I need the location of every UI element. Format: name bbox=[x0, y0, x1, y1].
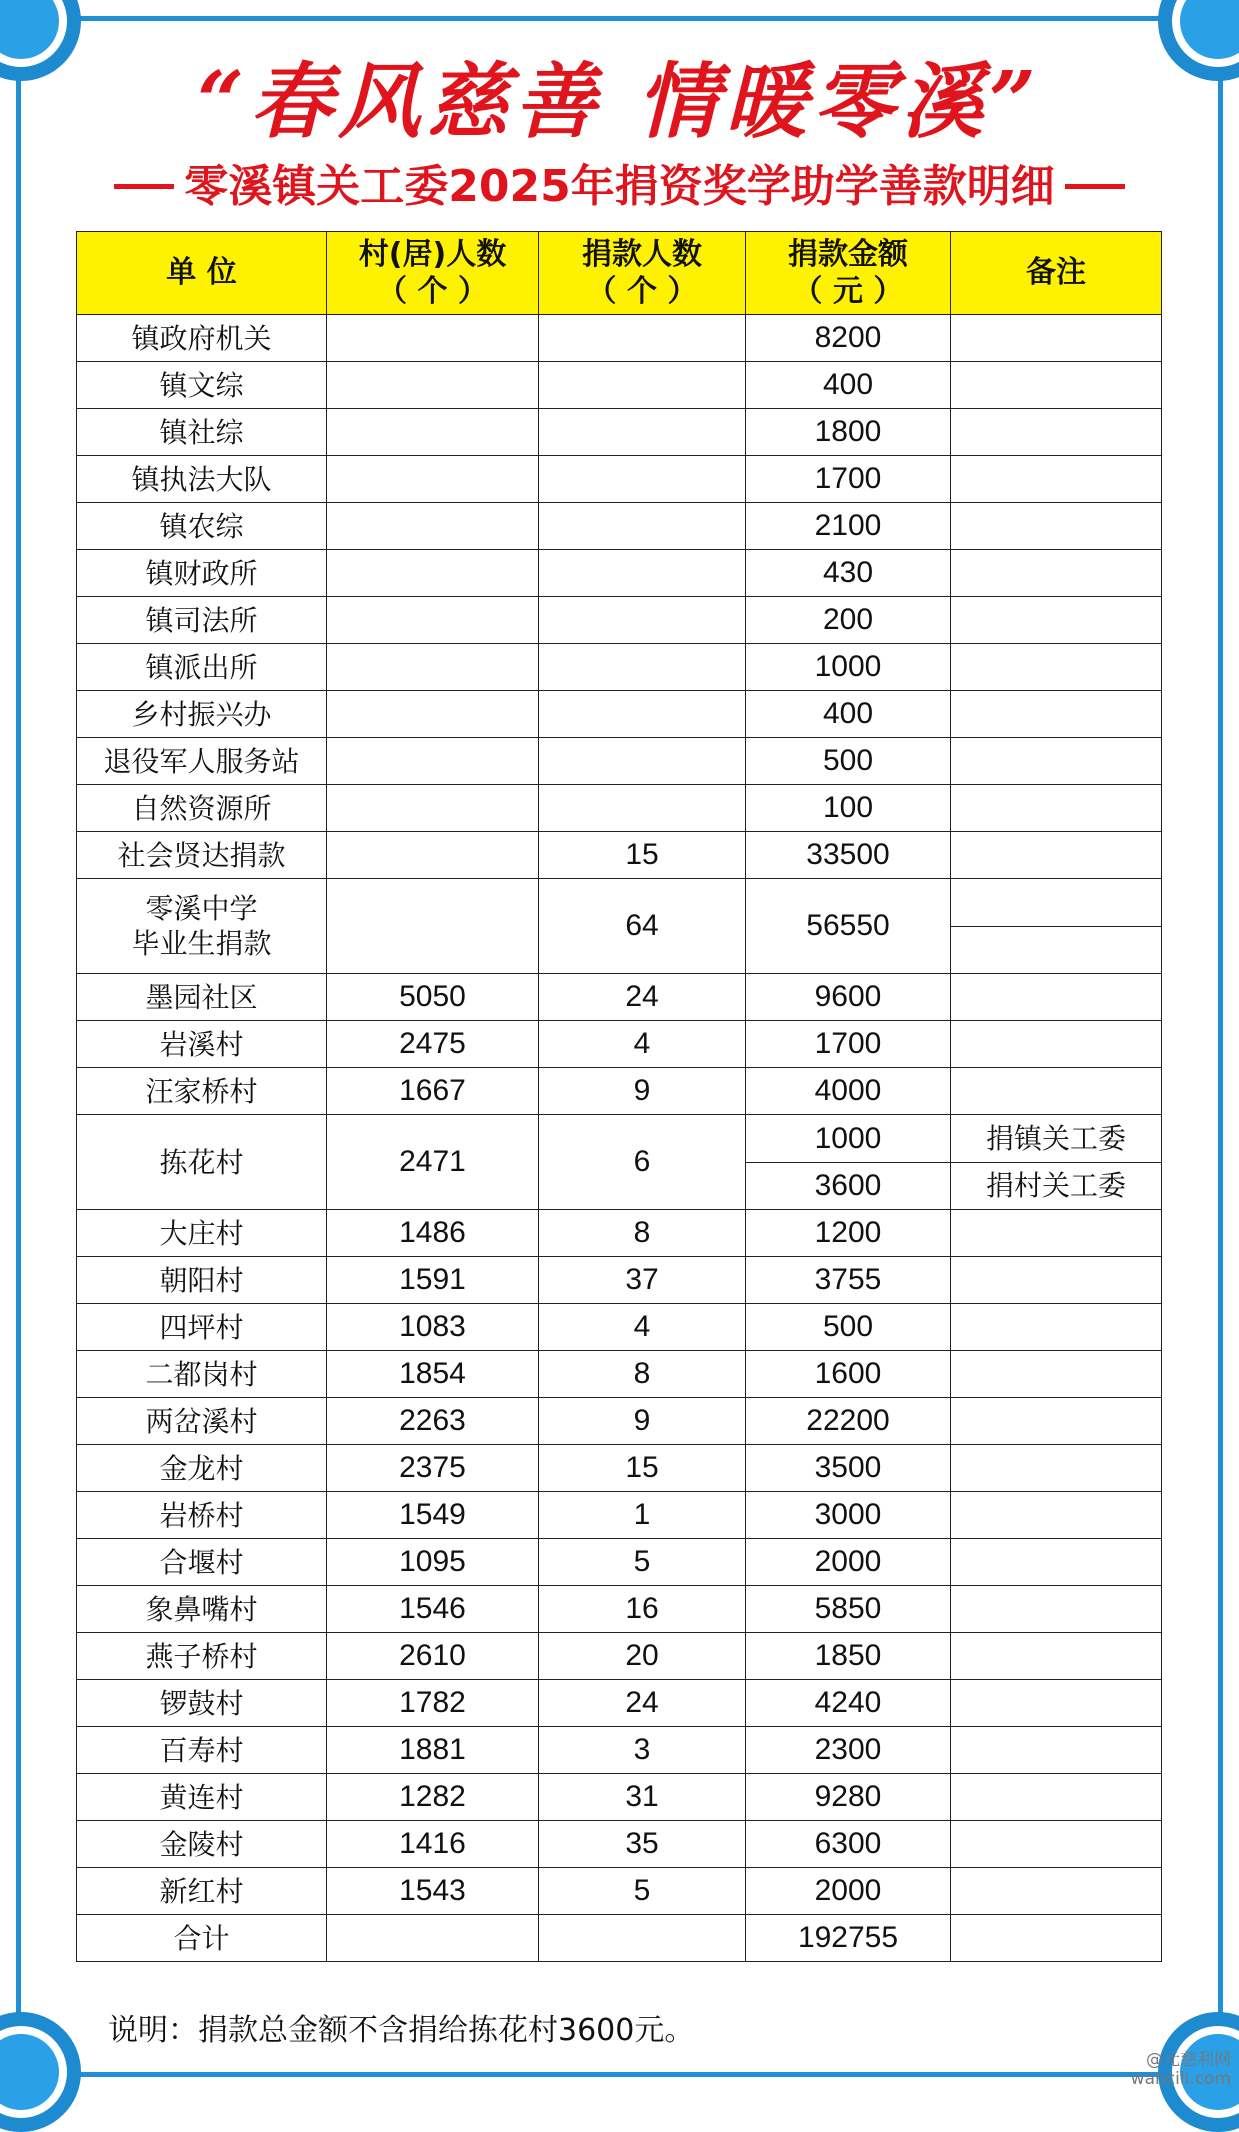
amount-cell: 8200 bbox=[746, 315, 951, 362]
amount-cell: 2100 bbox=[746, 503, 951, 550]
table-row bbox=[77, 1492, 1162, 1539]
table-row bbox=[77, 785, 1162, 832]
population-cell: 1486 bbox=[327, 1210, 539, 1257]
note-cell bbox=[951, 1915, 1162, 1962]
unit-cell: 社会贤达捐款 bbox=[77, 832, 327, 879]
note-cell bbox=[951, 1304, 1162, 1351]
table-row bbox=[77, 1257, 1162, 1304]
unit-cell: 镇政府机关 bbox=[77, 315, 327, 362]
population-cell: 1782 bbox=[327, 1680, 539, 1727]
subtitle-text: 零溪镇关工委2025年捐资奖学助学善款明细 bbox=[184, 161, 1055, 212]
population-cell: 5050 bbox=[327, 974, 539, 1021]
amount-cell: 430 bbox=[746, 550, 951, 597]
population-cell: 1282 bbox=[327, 1774, 539, 1821]
population-cell: 2263 bbox=[327, 1398, 539, 1445]
note-cell bbox=[951, 1445, 1162, 1492]
note-cell bbox=[951, 691, 1162, 738]
note-cell bbox=[951, 1586, 1162, 1633]
note-cell bbox=[951, 362, 1162, 409]
unit-cell: 汪家桥村 bbox=[77, 1068, 327, 1115]
note-cell bbox=[951, 1539, 1162, 1586]
note-cell bbox=[951, 1068, 1162, 1115]
population-cell bbox=[327, 832, 539, 879]
header-donors: 捐款人数 （ 个 ） bbox=[539, 232, 746, 315]
table-row bbox=[77, 1680, 1162, 1727]
amount-cell: 2000 bbox=[746, 1868, 951, 1915]
amount-cell: 2000 bbox=[746, 1539, 951, 1586]
donors-cell: 16 bbox=[539, 1586, 746, 1633]
population-cell: 1083 bbox=[327, 1304, 539, 1351]
note-cell bbox=[951, 1021, 1162, 1068]
unit-cell: 锣鼓村 bbox=[77, 1680, 327, 1727]
note-cell bbox=[951, 1774, 1162, 1821]
table-row bbox=[77, 597, 1162, 644]
note-cell bbox=[951, 785, 1162, 832]
corner-decoration-bottom-left bbox=[0, 2012, 81, 2132]
note-cell bbox=[951, 1727, 1162, 1774]
amount-cell: 400 bbox=[746, 362, 951, 409]
population-cell bbox=[327, 409, 539, 456]
table-row bbox=[77, 1539, 1162, 1586]
header-population: 村(居)人数 （ 个 ） bbox=[327, 232, 539, 315]
population-cell bbox=[327, 597, 539, 644]
table-row bbox=[77, 1021, 1162, 1068]
unit-cell: 新红村 bbox=[77, 1868, 327, 1915]
population-cell: 2375 bbox=[327, 1445, 539, 1492]
unit-cell: 乡村振兴办 bbox=[77, 691, 327, 738]
donors-cell bbox=[539, 644, 746, 691]
note-cell bbox=[951, 456, 1162, 503]
table-row bbox=[77, 1586, 1162, 1633]
unit-cell: 拣花村 bbox=[77, 1115, 327, 1210]
table-row bbox=[77, 1398, 1162, 1445]
donors-cell: 6 bbox=[539, 1115, 746, 1210]
amount-cell: 3500 bbox=[746, 1445, 951, 1492]
donors-cell: 9 bbox=[539, 1398, 746, 1445]
amount-cell: 56550 bbox=[746, 879, 951, 974]
main-title: “春风慈善 情暖零溪” bbox=[197, 54, 1042, 150]
donors-cell bbox=[539, 785, 746, 832]
table-row bbox=[77, 644, 1162, 691]
donation-table bbox=[76, 231, 1162, 1962]
table-row bbox=[77, 1727, 1162, 1774]
donors-cell bbox=[539, 1915, 746, 1962]
population-cell: 1591 bbox=[327, 1257, 539, 1304]
donors-cell bbox=[539, 315, 746, 362]
table-row bbox=[77, 456, 1162, 503]
population-cell bbox=[327, 1915, 539, 1962]
watermark-line-1: @元慈利网 bbox=[1146, 2050, 1231, 2070]
unit-cell: 镇司法所 bbox=[77, 597, 327, 644]
amount-cell: 5850 bbox=[746, 1586, 951, 1633]
amount-cell: 100 bbox=[746, 785, 951, 832]
unit-cell: 零溪中学 毕业生捐款 bbox=[77, 879, 327, 974]
population-cell bbox=[327, 738, 539, 785]
unit-cell: 燕子桥村 bbox=[77, 1633, 327, 1680]
amount-cell: 1200 bbox=[746, 1210, 951, 1257]
population-cell bbox=[327, 503, 539, 550]
donors-cell: 24 bbox=[539, 974, 746, 1021]
note-cell bbox=[951, 1492, 1162, 1539]
note-cell bbox=[951, 1821, 1162, 1868]
unit-cell: 岩桥村 bbox=[77, 1492, 327, 1539]
table-row bbox=[77, 362, 1162, 409]
amount-cell: 3755 bbox=[746, 1257, 951, 1304]
amount-cell: 200 bbox=[746, 597, 951, 644]
donors-cell: 31 bbox=[539, 1774, 746, 1821]
population-cell bbox=[327, 362, 539, 409]
population-cell bbox=[327, 550, 539, 597]
amount-cell: 9600 bbox=[746, 974, 951, 1021]
donors-cell bbox=[539, 409, 746, 456]
donors-cell: 8 bbox=[539, 1210, 746, 1257]
table-row bbox=[77, 691, 1162, 738]
amount-cell: 6300 bbox=[746, 1821, 951, 1868]
unit-cell: 二都岗村 bbox=[77, 1351, 327, 1398]
table-row bbox=[77, 1868, 1162, 1915]
donors-cell: 20 bbox=[539, 1633, 746, 1680]
note-cell bbox=[951, 597, 1162, 644]
amount-cell: 22200 bbox=[746, 1398, 951, 1445]
table-row bbox=[77, 1304, 1162, 1351]
unit-cell: 镇执法大队 bbox=[77, 456, 327, 503]
watermark bbox=[1131, 2051, 1231, 2089]
population-cell: 1881 bbox=[327, 1727, 539, 1774]
amount-cell: 2300 bbox=[746, 1727, 951, 1774]
note-cell bbox=[951, 1633, 1162, 1680]
donors-cell bbox=[539, 550, 746, 597]
donors-cell: 24 bbox=[539, 1680, 746, 1727]
subtitle-dash-right bbox=[1065, 184, 1125, 189]
note-cell bbox=[951, 1868, 1162, 1915]
note-cell bbox=[951, 1351, 1162, 1398]
note-cell bbox=[951, 315, 1162, 362]
table-row bbox=[77, 315, 1162, 362]
note-cell bbox=[951, 409, 1162, 456]
population-cell: 1854 bbox=[327, 1351, 539, 1398]
note-cell bbox=[951, 1210, 1162, 1257]
note-cell bbox=[951, 832, 1162, 879]
donors-cell: 5 bbox=[539, 1868, 746, 1915]
note-cell bbox=[951, 738, 1162, 785]
donors-cell bbox=[539, 503, 746, 550]
population-cell: 1549 bbox=[327, 1492, 539, 1539]
population-cell: 2610 bbox=[327, 1633, 539, 1680]
table-row bbox=[77, 503, 1162, 550]
table-row bbox=[77, 1774, 1162, 1821]
note-cell: 捐镇关工委 捐村关工委 bbox=[951, 1115, 1162, 1210]
donors-cell bbox=[539, 456, 746, 503]
amount-cell: 1700 bbox=[746, 1021, 951, 1068]
header-note: 备注 bbox=[951, 232, 1162, 315]
unit-cell: 金陵村 bbox=[77, 1821, 327, 1868]
amount-cell: 9280 bbox=[746, 1774, 951, 1821]
table-row bbox=[77, 738, 1162, 785]
note-cell bbox=[951, 503, 1162, 550]
amount-cell: 500 bbox=[746, 738, 951, 785]
population-cell: 1667 bbox=[327, 1068, 539, 1115]
unit-cell: 朝阳村 bbox=[77, 1257, 327, 1304]
amount-cell: 1700 bbox=[746, 456, 951, 503]
note-cell bbox=[951, 644, 1162, 691]
amount-cell: 3000 bbox=[746, 1492, 951, 1539]
population-cell bbox=[327, 644, 539, 691]
table-row bbox=[77, 1068, 1162, 1115]
unit-cell: 自然资源所 bbox=[77, 785, 327, 832]
table-row bbox=[77, 409, 1162, 456]
unit-cell: 镇农综 bbox=[77, 503, 327, 550]
note-cell bbox=[951, 1398, 1162, 1445]
total-label: 合计 bbox=[77, 1915, 327, 1962]
donors-cell: 15 bbox=[539, 832, 746, 879]
population-cell: 1416 bbox=[327, 1821, 539, 1868]
total-amount: 192755 bbox=[746, 1915, 951, 1962]
unit-cell: 四坪村 bbox=[77, 1304, 327, 1351]
population-cell: 2475 bbox=[327, 1021, 539, 1068]
amount-cell: 4240 bbox=[746, 1680, 951, 1727]
unit-cell: 黄连村 bbox=[77, 1774, 327, 1821]
unit-cell: 镇文综 bbox=[77, 362, 327, 409]
note-cell bbox=[951, 550, 1162, 597]
amount-cell: 1850 bbox=[746, 1633, 951, 1680]
unit-cell: 墨园社区 bbox=[77, 974, 327, 1021]
amount-cell: 33500 bbox=[746, 832, 951, 879]
unit-cell: 两岔溪村 bbox=[77, 1398, 327, 1445]
donors-cell: 35 bbox=[539, 1821, 746, 1868]
unit-cell: 金龙村 bbox=[77, 1445, 327, 1492]
population-cell: 2471 bbox=[327, 1115, 539, 1210]
donors-cell: 37 bbox=[539, 1257, 746, 1304]
donors-cell bbox=[539, 738, 746, 785]
amount-cell: 400 bbox=[746, 691, 951, 738]
note-cell bbox=[951, 1257, 1162, 1304]
table-total-row bbox=[77, 1915, 1162, 1962]
population-cell bbox=[327, 785, 539, 832]
table-row-graduates bbox=[77, 879, 1162, 974]
donors-cell: 3 bbox=[539, 1727, 746, 1774]
donors-cell: 4 bbox=[539, 1021, 746, 1068]
table-row bbox=[77, 1210, 1162, 1257]
table-row bbox=[77, 1445, 1162, 1492]
donors-cell bbox=[539, 362, 746, 409]
donors-cell: 5 bbox=[539, 1539, 746, 1586]
header-amount: 捐款金额 （ 元 ） bbox=[746, 232, 951, 315]
population-cell: 1546 bbox=[327, 1586, 539, 1633]
table-row-lianhua bbox=[77, 1115, 1162, 1210]
note-cell bbox=[951, 974, 1162, 1021]
footnote: 说明：捐款总金额不含捐给拣花村3600元。 bbox=[108, 2013, 695, 2048]
population-cell bbox=[327, 456, 539, 503]
population-cell bbox=[327, 315, 539, 362]
population-cell bbox=[327, 691, 539, 738]
donors-cell: 4 bbox=[539, 1304, 746, 1351]
amount-cell: 500 bbox=[746, 1304, 951, 1351]
unit-cell: 合堰村 bbox=[77, 1539, 327, 1586]
donors-cell: 64 bbox=[539, 879, 746, 974]
population-cell: 1095 bbox=[327, 1539, 539, 1586]
population-cell: 1543 bbox=[327, 1868, 539, 1915]
table-row bbox=[77, 1351, 1162, 1398]
amount-cell: 1800 bbox=[746, 409, 951, 456]
unit-cell: 象鼻嘴村 bbox=[77, 1586, 327, 1633]
donors-cell: 1 bbox=[539, 1492, 746, 1539]
watermark-line-2: wancili.com bbox=[1130, 2069, 1231, 2089]
subtitle-dash-left bbox=[114, 184, 174, 189]
population-cell bbox=[327, 879, 539, 974]
subtitle bbox=[0, 155, 1239, 219]
header-unit: 单 位 bbox=[77, 232, 327, 315]
unit-cell: 岩溪村 bbox=[77, 1021, 327, 1068]
amount-cell: 1000 bbox=[746, 644, 951, 691]
table-row bbox=[77, 1821, 1162, 1868]
table-row bbox=[77, 832, 1162, 879]
table-header-row bbox=[77, 232, 1162, 315]
unit-cell: 大庄村 bbox=[77, 1210, 327, 1257]
table-row bbox=[77, 550, 1162, 597]
note-cell bbox=[951, 879, 1162, 974]
unit-cell: 退役军人服务站 bbox=[77, 738, 327, 785]
donors-cell: 15 bbox=[539, 1445, 746, 1492]
table-row bbox=[77, 974, 1162, 1021]
donors-cell: 9 bbox=[539, 1068, 746, 1115]
amount-cell: 4000 bbox=[746, 1068, 951, 1115]
amount-cell: 1600 bbox=[746, 1351, 951, 1398]
unit-cell: 百寿村 bbox=[77, 1727, 327, 1774]
unit-cell: 镇派出所 bbox=[77, 644, 327, 691]
table-row bbox=[77, 1633, 1162, 1680]
note-cell bbox=[951, 1680, 1162, 1727]
donors-cell bbox=[539, 597, 746, 644]
amount-cell: 1000 3600 bbox=[746, 1115, 951, 1210]
unit-cell: 镇财政所 bbox=[77, 550, 327, 597]
unit-cell: 镇社综 bbox=[77, 409, 327, 456]
donors-cell: 8 bbox=[539, 1351, 746, 1398]
donors-cell bbox=[539, 691, 746, 738]
